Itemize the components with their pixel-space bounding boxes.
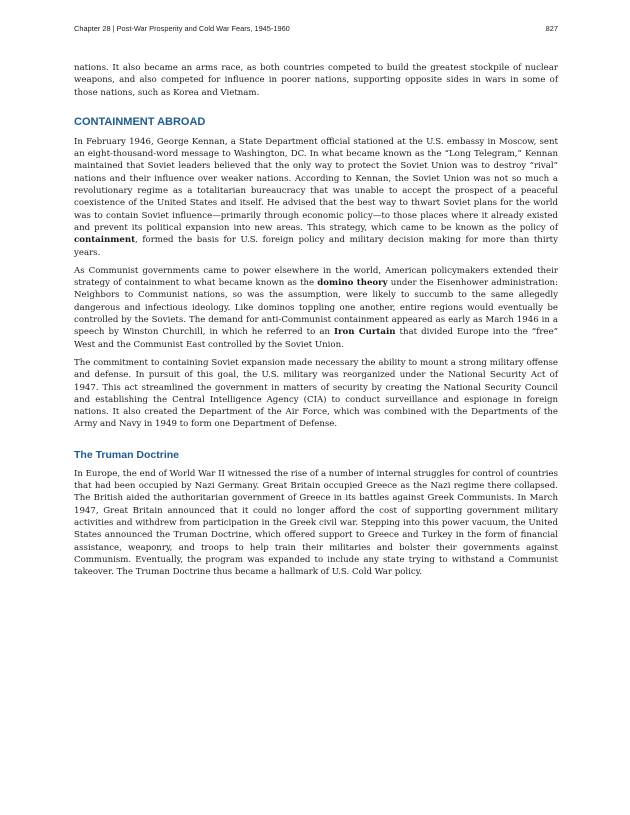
section-paragraph (74, 265, 558, 351)
text-run: nations. It also became an arms race, as both countries competed to build the greatest stockpile of nuclear weapons, and also competed for influence in poorer nations, supporting opposite sides in wars in some of those nations, such as Korea and Vietnam. (74, 63, 558, 98)
text-run: that divided Europe into the “free” West and the Communist East controlled by the Soviet Union. (74, 327, 558, 350)
key-term: Iron Curtain (334, 327, 396, 338)
running-title: Chapter 28 | Post-War Prosperity and Cold War Fears, 1945-1960 (74, 24, 290, 33)
section-paragraph (74, 357, 558, 431)
text-run: The commitment to containing Soviet expansion made necessary the ability to mount a strong military offense and defense. In pursuit of this goal, the U.S. military was reorganized under the National Security Act of 1947. This act streamlined the government in matters of security by creating the National Security Council and establishing the Central Intelligence Agency (CIA) to conduct surveillance and espionage in foreign nations. It also created the Department of the Air Force, which was combined with the Departments of the Army and Navy in 1949 to form one Department of Defense. (74, 357, 558, 430)
running-header (74, 24, 558, 33)
subsection-heading: The Truman Doctrine (74, 448, 180, 461)
key-term: domino theory (317, 278, 388, 289)
section-paragraph (74, 136, 558, 259)
section-heading: CONTAINMENT ABROAD (74, 115, 206, 128)
text-run: In February 1946, George Kennan, a State Department official stationed at the U.S. embassy in Moscow, sent an eight-thousand-word message to Washington, DC. In what became known as the “Long Telegram,” Kennan maintained that Soviet leaders believed that the only way to protect the Soviet Union was to destroy “rival” nations and their influence over weaker nations. According to Kennan, the Soviet Union was not so much a revolutionary regime as a totalitarian bureaucracy that was unable to accept the prospect of a peaceful coexistence of the United States and itself. He advised that the best way to thwart Soviet plans for the world was to contain Soviet influence—primarily through economic policy—to those places where it already existed and prevent its political expansion into new areas. This strategy, which came to be known as the policy of (74, 136, 558, 233)
page-content (74, 62, 558, 584)
text-run: under the Eisenhower administration: Neighbors to Communist nations, so was the assumption, were likely to succumb to the same allegedly dangerous and infectious ideology. Like dominos toppling one another, entire regions would eventually be controlled by the Soviets. The demand for anti-Communist containment appeared as early as March 1946 in a speech by Winston Churchill, in which he referred to an (74, 278, 558, 338)
key-term: containment (74, 235, 136, 246)
text-run: , formed the basis for U.S. foreign policy and military decision making for more than thirty years. (74, 235, 558, 258)
page-number: 827 (545, 24, 558, 33)
text-run: As Communist governments came to power elsewhere in the world, American policymakers extended their strategy of containment to what became known as the (74, 265, 558, 289)
text-run: In Europe, the end of World War II witnessed the rise of a number of internal struggles for control of countries that had been occupied by Nazi Germany. Great Britain occupied Greece as the Nazi regime there collapsed. The British aided the authoritarian government of Greece in its battles against Greek Communists. In March 1947, Great Britain announced that it could no longer afford the cost of supporting government military activities and withdrew from participation in the Greek civil war. Stepping into this power vacuum, the United States announced the Truman Doctrine, which offered support to Greece and Turkey in the form of financial assistance, weaponry, and troops to help train their militaries and bolster their governments against Communism. Eventually, the program was expanded to include any state trying to withstand a Communist takeover. The Truman Doctrine thus became a hallmark of U.S. Cold War policy. (74, 468, 558, 578)
subsection-paragraph (74, 468, 558, 579)
intro-paragraph (74, 62, 558, 99)
